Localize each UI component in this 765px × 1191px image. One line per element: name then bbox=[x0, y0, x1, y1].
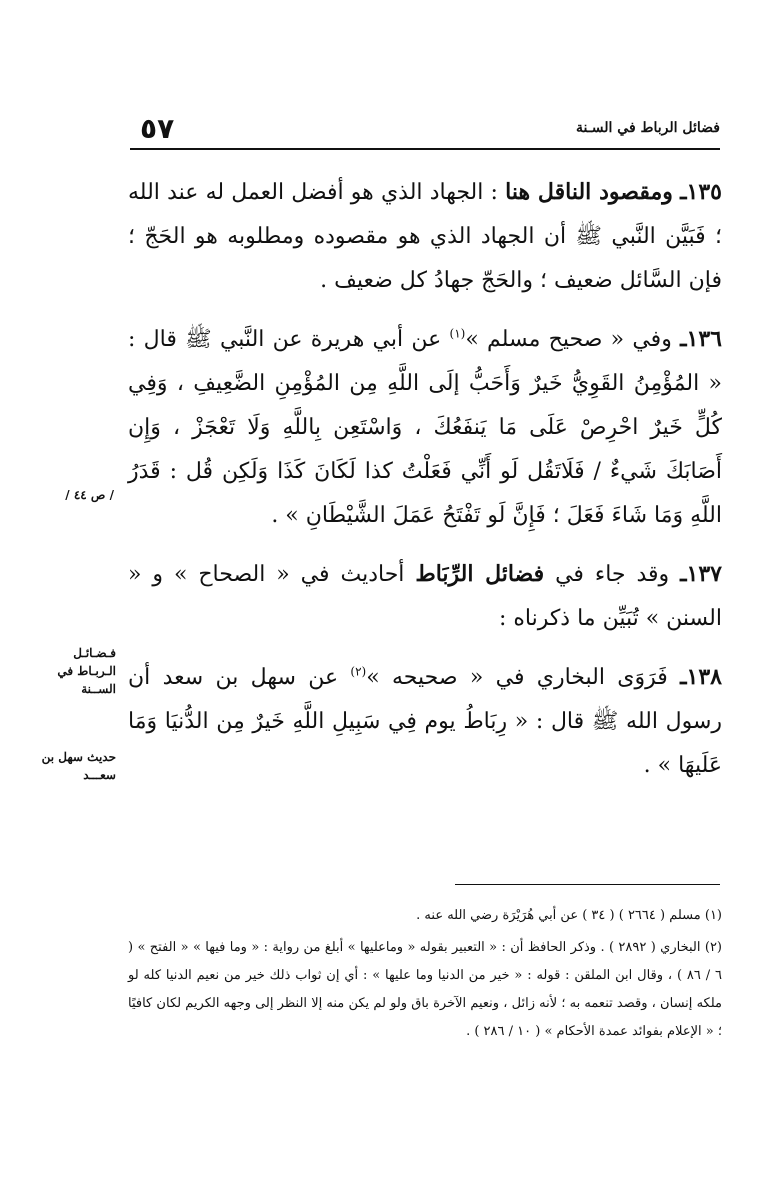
paragraph-text: أحاديث في « الصحاح » و « السنن » تُبَيِّن ما ذكرناه : bbox=[128, 562, 722, 631]
paragraph-136 bbox=[128, 317, 722, 538]
margin-note-hadith: حديث سهل بن سعـــد bbox=[41, 750, 116, 782]
footnote-ref-1: (١) bbox=[449, 326, 466, 341]
paragraph-138 bbox=[128, 655, 722, 788]
paragraph-number: ١٣٧ـ bbox=[680, 561, 722, 587]
paragraph-lead: فَرَوَى البخاري في « صحيحه » bbox=[366, 665, 668, 690]
paragraph-text: : الجهاد الذي هو أفضل العمل له عند الله ؛ فَبَيَّن النَّبي ﷺ أن الجهاد الذي هو مقصوده ومطلوبه هو الحَجّ ؛ فإن السَّائل ضعيف ؛ والحَجّ جهادُ كل ضعيف . bbox=[128, 180, 722, 293]
paragraph-135 bbox=[128, 170, 722, 303]
margin-note-fadail: فـضـائـل الـربـاط في الســنة bbox=[57, 646, 116, 696]
paragraph-number: ١٣٦ـ bbox=[680, 326, 722, 352]
paragraph-number: ١٣٥ـ bbox=[680, 179, 722, 205]
bold-phrase: ومقصود الناقل هنا bbox=[505, 179, 673, 205]
footnote-separator bbox=[455, 884, 720, 885]
running-title: فضائل الرباط في السـنة bbox=[575, 120, 720, 136]
paragraph-lead: وفي « صحيح مسلم » bbox=[465, 327, 672, 352]
paragraph-number: ١٣٨ـ bbox=[680, 664, 722, 690]
paragraph-137 bbox=[128, 552, 722, 641]
paragraph-text: عن أبي هريرة عن النَّبي ﷺ قال : « المُؤْمِنُ القَوِيُّ خَيرٌ وَأَحَبُّ إلَى اللَّهِ مِن المُؤْمِنِ الضَّعِيفِ ، وَفِي كُلٍّ خَيرٌ احْرِصْ عَلَى مَا يَنفَعُكَ ، وَاسْتَعِن بِاللَّهِ وَلَا تَعْجَزْ ، وَإِن أَصَابَكَ شَيءٌ / فَلَاتَقُل لَو أَنِّي فَعَلْتُ كذا لَكَانَ كَذَا وَلَكِن قُل : قَدَرُ اللَّهِ وَمَا شَاءَ فَعَلَ ؛ فَإِنَّ لَو تَفْتَحُ عَمَلَ الشَّيْطَانِ » . bbox=[128, 327, 722, 528]
page-number: ٥٧ bbox=[140, 112, 175, 145]
footnote-2: (٢) البخاري ( ٢٨٩٢ ) . وذكر الحافظ أن : « التعبير بقوله « وماعليها » أبلغ من رواية : « وما فيها » « الفتح » ( ٦ / ٨٦ ) ، وقال ابن الملقن : قوله : « خير من الدنيا وما عليها » : أي إن ثواب ذلك خير من نعيم الدنيا كله لو ملكه إنسان ، وقصد تنعمه به ؛ لأنه زائل ، ونعيم الآخرة باق ولو لم يكن منه إلا النظر إلى وجهه الكريم لكان كافيًا ؛ « الإعلام بفوائد عمدة الأحكام » ( ١٠ / ٢٨٦ ) . bbox=[128, 940, 722, 1039]
footnotes bbox=[128, 902, 722, 1050]
footnote-1: (١) مسلم ( ٢٦٦٤ ) ( ٣٤ ) عن أبي هُرَيْرَة رضي الله عنه . bbox=[416, 908, 722, 923]
page-header bbox=[130, 108, 720, 150]
paragraph-text: عن سهل بن سعد أن رسول الله ﷺ قال : « رِبَاطُ يوم فِي سَبِيلِ اللَّهِ خَيرٌ مِن الدُّنيَا وَمَا عَلَيهَا » . bbox=[128, 665, 722, 778]
main-text bbox=[128, 170, 722, 802]
paragraph-lead: وقد جاء في bbox=[544, 562, 670, 587]
bold-phrase: فضائل الرِّبَاط bbox=[415, 561, 545, 587]
margin-page-ref: / ص ٤٤ / bbox=[65, 488, 114, 502]
footnote-ref-2: (٢) bbox=[350, 664, 367, 679]
